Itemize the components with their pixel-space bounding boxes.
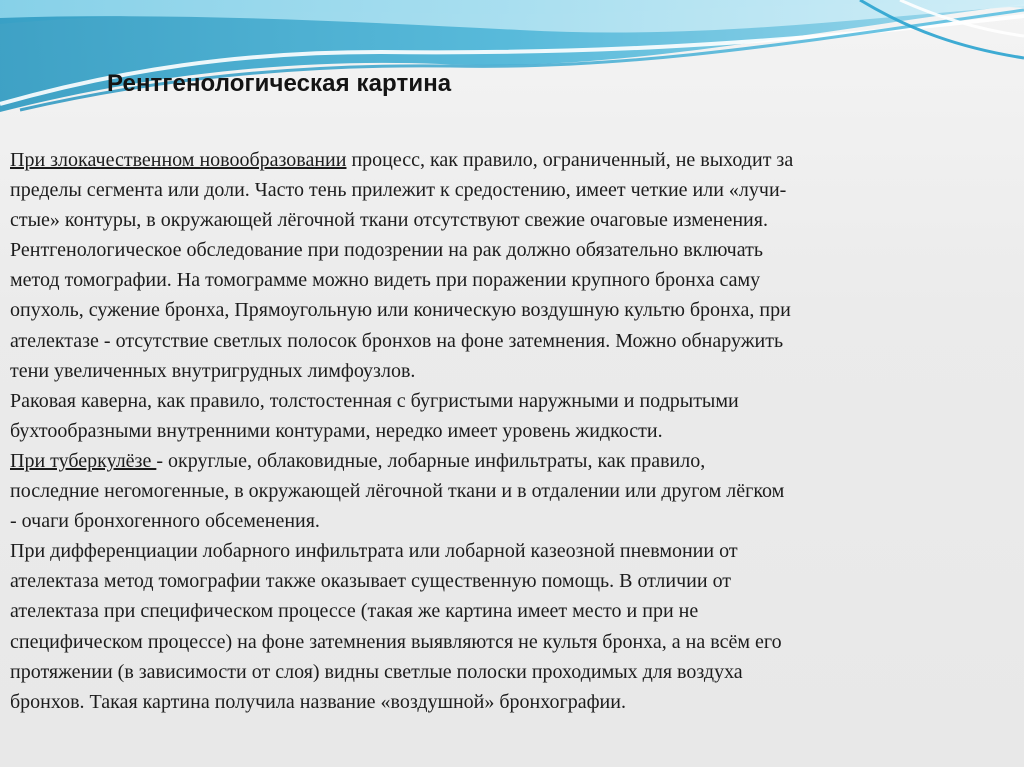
text-line <box>10 175 1020 205</box>
text-line <box>10 326 1020 356</box>
line-text: специфическом процессе) на фоне затемнения выявляются не культя бронха, а на всём его <box>10 630 782 653</box>
text-line <box>10 295 1020 325</box>
wave-decoration <box>0 0 1024 130</box>
text-line <box>10 145 1020 175</box>
text-line <box>10 386 1020 416</box>
line-text: При дифференциации лобарного инфильтрата или лобарной казеозной пневмонии от <box>10 540 738 563</box>
line-text: бронхов. Такая картина получила название «воздушной» бронхографии. <box>10 690 626 713</box>
line-text: протяжении (в зависимости от слоя) видны светлые полоски проходимых для воздуха <box>10 660 743 683</box>
line-text: ателектаза метод томографии также оказывает существенную помощь. В отличии от <box>10 570 732 593</box>
text-line <box>10 476 1020 506</box>
line-text: стые» контуры, в окружающей лёгочной ткани отсутствуют свежие очаговые изменения. <box>10 209 768 232</box>
line-text: ателектаза при специфическом процессе (такая же картина имеет место и при не <box>10 600 699 623</box>
line-text: - округлые, облаковидные, лобарные инфильтраты, как правило, <box>156 449 706 472</box>
underlined-heading: При туберкулёзе <box>10 449 157 472</box>
text-line <box>10 506 1020 536</box>
text-line <box>10 566 1020 596</box>
line-text: Раковая каверна, как правило, толстостенная с бугристыми наружными и подрытыми <box>10 389 739 412</box>
text-line <box>10 265 1020 295</box>
line-text: ателектазе - отсутствие светлых полосок бронхов на фоне затемнения. Можно обнаружить <box>10 329 784 352</box>
text-line <box>10 446 1020 476</box>
text-line <box>10 627 1020 657</box>
slide-body-text <box>10 145 1020 717</box>
line-text: пределы сегмента или доли. Часто тень прилежит к средостению, имеет четкие или «лучи- <box>10 179 787 202</box>
text-line <box>10 687 1020 717</box>
text-line <box>10 356 1020 386</box>
line-text: Рентгенологическое обследование при подозрении на рак должно обязательно включать <box>10 239 763 262</box>
line-text: - очаги бронхогенного обсеменения. <box>10 510 320 533</box>
text-line <box>10 657 1020 687</box>
line-text: бухтообразными внутренними контурами, нередко имеет уровень жидкости. <box>10 419 663 442</box>
line-text: последние негомогенные, в окружающей лёгочной ткани и в отдалении или другом лёгком <box>10 480 785 503</box>
text-line <box>10 596 1020 626</box>
line-text: тени увеличенных внутригрудных лимфоузлов. <box>10 359 416 382</box>
line-text: процесс, как правило, ограниченный, не выходит за <box>346 149 794 171</box>
line-text: метод томографии. На томограмме можно видеть при поражении крупного бронха саму <box>10 269 761 292</box>
line-text: опухоль, сужение бронха, Прямоугольную или коническую воздушную культю бронха, при <box>10 299 791 322</box>
text-line <box>10 205 1020 235</box>
text-line <box>10 235 1020 265</box>
text-line <box>10 416 1020 446</box>
text-line <box>10 536 1020 566</box>
underlined-heading: При злокачественном новообразовании <box>10 149 347 171</box>
slide-title: Рентгенологическая картина <box>107 70 452 97</box>
